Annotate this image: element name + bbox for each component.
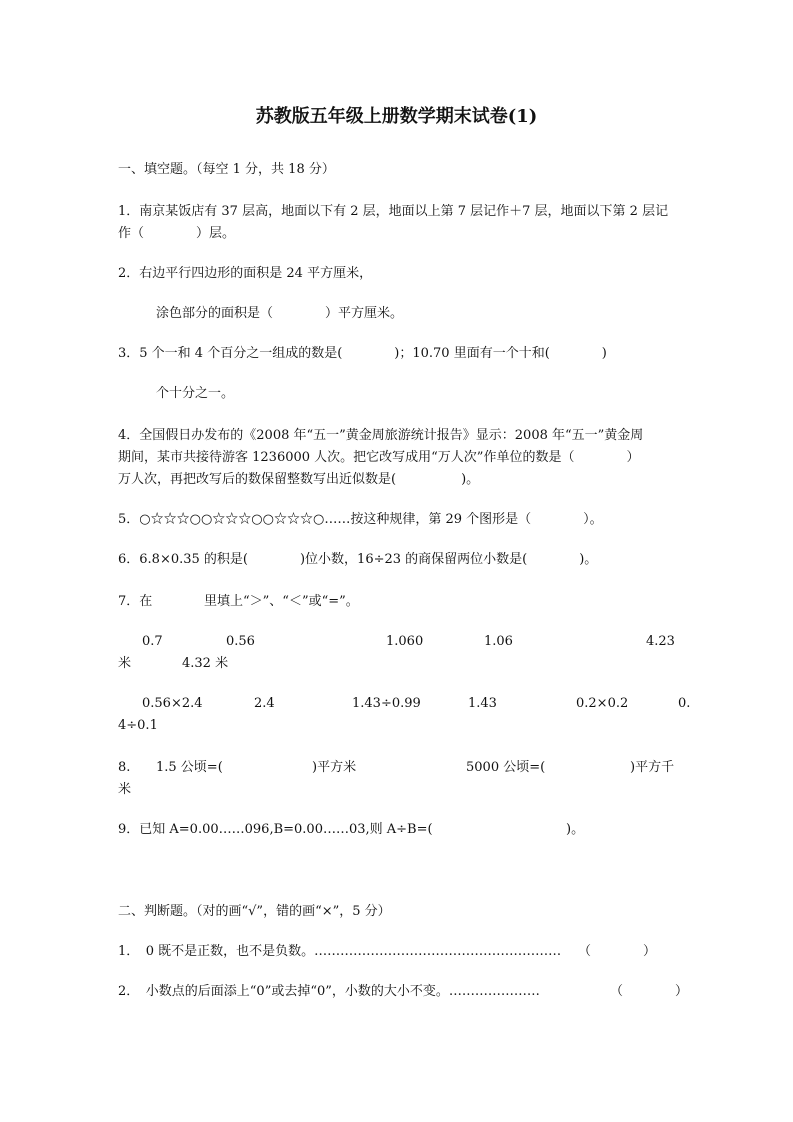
q7-e-right: 1.43	[468, 696, 497, 711]
q7-c-right: 4.32 米	[182, 656, 229, 671]
q7-c-unit: 米	[118, 656, 132, 671]
q8-a-end: )平方米	[312, 760, 357, 775]
q7-g-start: 0.	[678, 696, 691, 711]
q7-b-right: 1.06	[484, 634, 513, 649]
judge-q2-bracket: （ ）	[610, 984, 689, 999]
q5: 5．○☆☆☆○○☆☆☆○○☆☆☆○……按这种规律，第 29 个图形是（ ）。	[118, 512, 603, 527]
q4-line3: 万人次，再把改写后的数保留整数写出近似数是( )。	[118, 472, 480, 487]
q7-d-left: 0.56×2.4	[142, 696, 203, 711]
q8-a: 1.5 公顷=(	[156, 760, 223, 775]
q1-line1: 1．南京某饭店有 37 层高，地面以下有 2 层，地面以上第 7 层记作＋7 层，地面以下第 2 层记	[118, 204, 669, 219]
q6: 6．6.8×0.35 的积是( )位小数，16÷23 的商保留两位小数是( )。	[118, 552, 598, 567]
q8-number: 8.	[118, 760, 131, 775]
section1-heading: 一、填空题。（每空 1 分，共 18 分）	[118, 162, 335, 177]
q7-prefix: 7．在	[118, 594, 153, 609]
q7-a-left: 0.7	[142, 634, 163, 649]
q2-line1: 2．右边平行四边形的面积是 24 平方厘米，	[118, 266, 373, 281]
q8-b: 5000 公顷=(	[466, 760, 546, 775]
q4-line2: 期间，某市共接待游客 1236000 人次。把它改写成用“万人次”作单位的数是（ ）	[118, 450, 640, 465]
q9-end: )。	[566, 822, 585, 837]
q7-a-right: 0.56	[226, 634, 255, 649]
q8-b-end: )平方千	[630, 760, 675, 775]
page-title: 苏教版五年级上册数学期末试卷(1)	[255, 106, 538, 127]
q3-line1: 3．5 个一和 4 个百分之一组成的数是( )；10.70 里面有一个十和( )	[118, 346, 607, 361]
q4-line1: 4．全国假日办发布的《2008 年“五一”黄金周旅游统计报告》显示：2008 年“五一”黄金周	[118, 428, 644, 443]
q7-g-cont: 4÷0.1	[118, 718, 158, 733]
judge-q2: 2． 小数点的后面添上“0”或去掉“0”，小数的大小不变。…………………	[118, 984, 540, 999]
q7-e-left: 1.43÷0.99	[352, 696, 421, 711]
q7-c-left: 4.23	[646, 634, 675, 649]
q3-line2: 个十分之一。	[156, 386, 235, 401]
q7-suffix: 里填上“＞”、“＜”或“=”。	[204, 594, 359, 609]
section2-heading: 二、判断题。（对的画“√”，错的画“×”，5 分）	[118, 904, 391, 919]
q7-b-left: 1.060	[386, 634, 424, 649]
q7-f-left: 0.2×0.2	[576, 696, 629, 711]
q1-line2: 作（ ）层。	[118, 226, 236, 241]
q9-text: 9．已知 A=0.00……096,B=0.00……03,则 A÷B=(	[118, 822, 433, 837]
q2-line2: 涂色部分的面积是（ ）平方厘米。	[156, 306, 404, 321]
judge-q1: 1． 0 既不是正数，也不是负数。…………………………………………………	[118, 944, 562, 959]
q8-b-cont: 米	[118, 782, 132, 797]
q7-d-right: 2.4	[254, 696, 275, 711]
judge-q1-bracket: （ ）	[578, 944, 657, 959]
